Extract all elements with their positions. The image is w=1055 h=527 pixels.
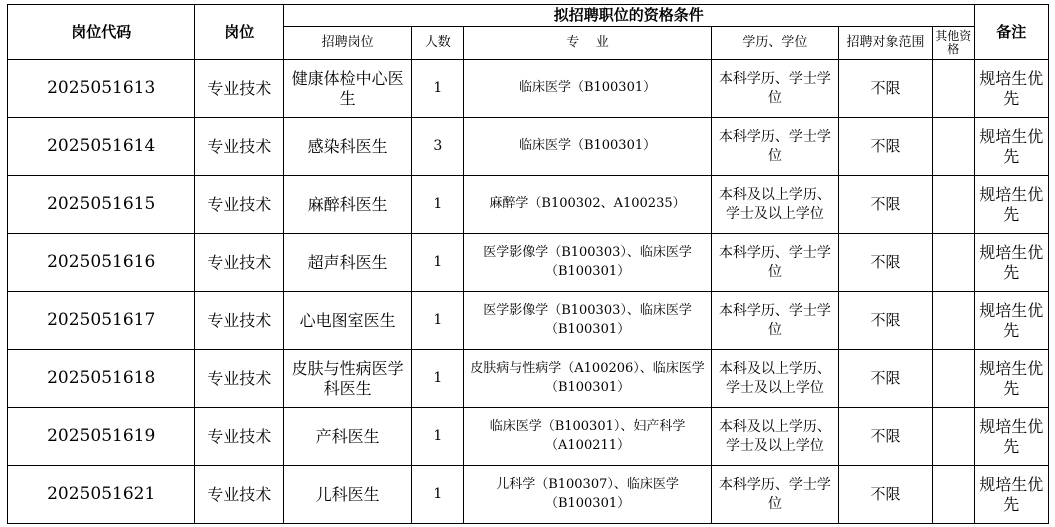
cell-major: 临床医学（B100301）: [464, 118, 712, 176]
header-other: 其他资格: [932, 27, 974, 60]
cell-major: 儿科学（B100307）、临床医学（B100301）: [464, 466, 712, 524]
cell-count: 3: [412, 118, 464, 176]
table-row: [8, 292, 1049, 350]
cell-position: 专业技术: [195, 350, 284, 408]
cell-education: 本科及以上学历、学士及以上学位: [711, 350, 838, 408]
cell-code: 2025051619: [8, 408, 195, 466]
cell-position: 专业技术: [195, 176, 284, 234]
cell-remark: 规培生优先: [974, 292, 1048, 350]
cell-position: 专业技术: [195, 60, 284, 118]
cell-remark: 规培生优先: [974, 466, 1048, 524]
header-scope: 招聘对象范围: [839, 27, 933, 60]
cell-other: [932, 118, 974, 176]
cell-count: 1: [412, 408, 464, 466]
header-post: 招聘岗位: [284, 27, 412, 60]
cell-scope: 不限: [839, 176, 933, 234]
cell-major: 麻醉学（B100302、A100235）: [464, 176, 712, 234]
cell-education: 本科学历、学士学位: [711, 60, 838, 118]
header-count: 人数: [412, 27, 464, 60]
header-code: 岗位代码: [8, 5, 195, 60]
cell-count: 1: [412, 234, 464, 292]
cell-scope: 不限: [839, 118, 933, 176]
cell-other: [932, 408, 974, 466]
cell-count: 1: [412, 350, 464, 408]
cell-other: [932, 234, 974, 292]
cell-post: 健康体检中心医生: [284, 60, 412, 118]
cell-position: 专业技术: [195, 408, 284, 466]
table-row: [8, 234, 1049, 292]
cell-other: [932, 176, 974, 234]
cell-education: 本科学历、学士学位: [711, 234, 838, 292]
table-row: [8, 176, 1049, 234]
recruitment-table: [7, 4, 1049, 524]
table-row: [8, 408, 1049, 466]
cell-code: 2025051613: [8, 60, 195, 118]
cell-major: 医学影像学（B100303）、临床医学（B100301）: [464, 234, 712, 292]
cell-scope: 不限: [839, 408, 933, 466]
table-row: [8, 466, 1049, 524]
cell-code: 2025051614: [8, 118, 195, 176]
cell-major: 临床医学（B100301）、妇产科学（A100211）: [464, 408, 712, 466]
cell-post: 心电图室医生: [284, 292, 412, 350]
cell-major: 临床医学（B100301）: [464, 60, 712, 118]
table-row: [8, 60, 1049, 118]
cell-position: 专业技术: [195, 118, 284, 176]
cell-education: 本科及以上学历、学士及以上学位: [711, 408, 838, 466]
cell-other: [932, 350, 974, 408]
cell-position: 专业技术: [195, 466, 284, 524]
cell-code: 2025051617: [8, 292, 195, 350]
cell-code: 2025051615: [8, 176, 195, 234]
cell-remark: 规培生优先: [974, 60, 1048, 118]
cell-other: [932, 292, 974, 350]
cell-scope: 不限: [839, 292, 933, 350]
table-row: [8, 350, 1049, 408]
cell-code: 2025051616: [8, 234, 195, 292]
cell-scope: 不限: [839, 60, 933, 118]
cell-post: 麻醉科医生: [284, 176, 412, 234]
table-row: [8, 118, 1049, 176]
cell-major: 皮肤病与性病学（A100206）、临床医学（B100301）: [464, 350, 712, 408]
cell-post: 皮肤与性病医学科医生: [284, 350, 412, 408]
cell-position: 专业技术: [195, 234, 284, 292]
cell-remark: 规培生优先: [974, 408, 1048, 466]
cell-count: 1: [412, 60, 464, 118]
cell-code: 2025051621: [8, 466, 195, 524]
header-position: 岗位: [195, 5, 284, 60]
cell-code: 2025051618: [8, 350, 195, 408]
cell-count: 1: [412, 466, 464, 524]
cell-remark: 规培生优先: [974, 234, 1048, 292]
cell-post: 产科医生: [284, 408, 412, 466]
cell-scope: 不限: [839, 466, 933, 524]
cell-remark: 规培生优先: [974, 176, 1048, 234]
header-remark: 备注: [974, 5, 1048, 60]
header-major: 专 业: [464, 27, 712, 60]
cell-education: 本科学历、学士学位: [711, 118, 838, 176]
cell-scope: 不限: [839, 234, 933, 292]
cell-post: 感染科医生: [284, 118, 412, 176]
cell-education: 本科及以上学历、学士及以上学位: [711, 176, 838, 234]
cell-major: 医学影像学（B100303）、临床医学（B100301）: [464, 292, 712, 350]
cell-post: 儿科医生: [284, 466, 412, 524]
table-body: [8, 60, 1049, 524]
cell-education: 本科学历、学士学位: [711, 292, 838, 350]
cell-education: 本科学历、学士学位: [711, 466, 838, 524]
cell-remark: 规培生优先: [974, 118, 1048, 176]
cell-remark: 规培生优先: [974, 350, 1048, 408]
cell-other: [932, 60, 974, 118]
cell-count: 1: [412, 176, 464, 234]
cell-count: 1: [412, 292, 464, 350]
cell-position: 专业技术: [195, 292, 284, 350]
header-education: 学历、学位: [711, 27, 838, 60]
cell-scope: 不限: [839, 350, 933, 408]
cell-post: 超声科医生: [284, 234, 412, 292]
cell-other: [932, 466, 974, 524]
header-qualification-group: 拟招聘职位的资格条件: [284, 5, 975, 27]
